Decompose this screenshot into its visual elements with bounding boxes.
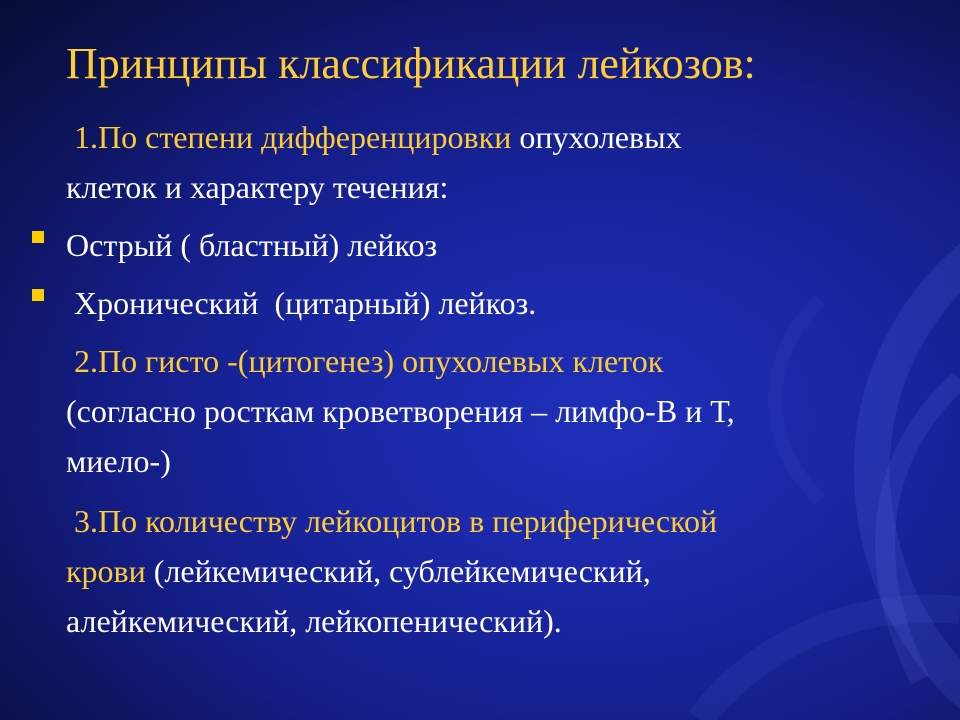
bullet-item-acute: Острый ( бластный) лейкоз <box>66 227 438 263</box>
section-2-text <box>66 336 735 486</box>
section-1-text <box>66 112 682 212</box>
section-1-line-2: клеток и характеру течения: <box>66 169 449 205</box>
bullet-marker-1 <box>32 231 44 243</box>
section-1-highlight: 1.По степени дифференцировки <box>74 119 512 155</box>
section-3-line-3: алейкемический, лейкопенический). <box>66 603 562 639</box>
section-1-lead-rest: опухолевых <box>511 119 682 155</box>
section-3-highlight: 3.По количеству лейкоцитов в периферической <box>74 503 718 539</box>
bullet-item-chronic: Хронический (цитарный) лейкоз. <box>66 285 537 321</box>
slide-title: Принципы классификации лейкозов: <box>66 39 756 88</box>
section-3-line-2-rest: (лейкемический, сублейкемический, <box>145 553 651 589</box>
section-2-highlight: 2.По гисто -(цитогенез) опухолевых клеток <box>74 343 664 379</box>
section-2-line-2: (согласно росткам кроветворения – лимфо-В и Т, <box>66 393 735 429</box>
section-3-line-2-highlight: крови <box>66 553 146 589</box>
section-2-line-3: миело-) <box>66 443 171 479</box>
section-1-line-1 <box>66 112 682 162</box>
section-3-text <box>66 496 717 646</box>
bullet-marker-2 <box>32 289 44 301</box>
section-3-line-2 <box>66 546 717 596</box>
